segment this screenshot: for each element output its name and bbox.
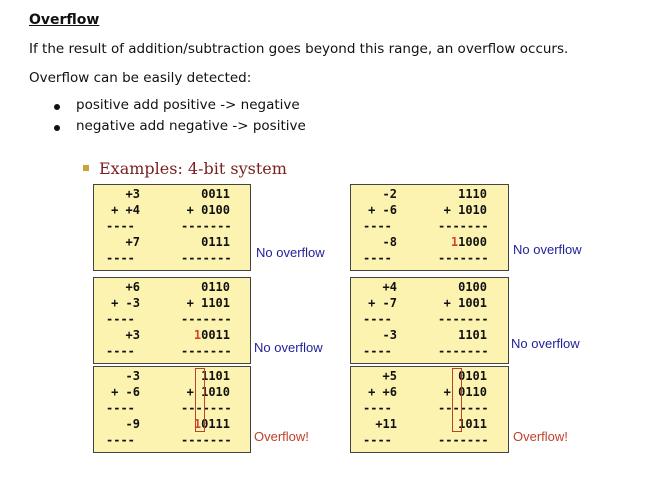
- bullet-dot-icon: [54, 104, 60, 110]
- square-bullet-icon: [83, 165, 89, 171]
- example-box: -2 + -6 ---- -8 ---- 1110 + 1010 ------- 11000 -------: [350, 184, 509, 271]
- msb-highlight: [452, 368, 462, 432]
- example-box: +6 + -3 ---- +3 ---- 0110 + 1101 ------- 10011 -------: [93, 277, 251, 364]
- example-box: +5 + +6 ---- +11 ---- 0101 + 0110 ------- 1011 -------: [350, 366, 509, 453]
- examples-subheading: Examples: 4-bit system: [83, 159, 287, 178]
- example-box: +4 + -7 ---- -3 ---- 0100 + 1001 ------- 1101 -------: [350, 277, 509, 364]
- result-label: No overflow: [256, 245, 325, 260]
- description-line: If the result of addition/subtraction goes beyond this range, an overflow occurs.: [29, 41, 569, 57]
- result-label: Overflow!: [254, 429, 309, 444]
- example-box: +3 + +4 ---- +7 ---- 0011 + 0100 ------- 0111 -------: [93, 184, 251, 271]
- msb-highlight: [195, 368, 205, 432]
- example-box: -3 + -6 ---- -9 ---- 1101 + 1010 ------- 10111 -------: [93, 366, 251, 453]
- page-title: Overflow: [29, 12, 100, 28]
- result-label: No overflow: [254, 340, 323, 355]
- result-label: Overflow!: [513, 429, 568, 444]
- result-label: No overflow: [511, 336, 580, 351]
- bullet-dot-icon: [54, 125, 60, 131]
- result-label: No overflow: [513, 242, 582, 257]
- detection-intro: Overflow can be easily detected:: [29, 70, 252, 86]
